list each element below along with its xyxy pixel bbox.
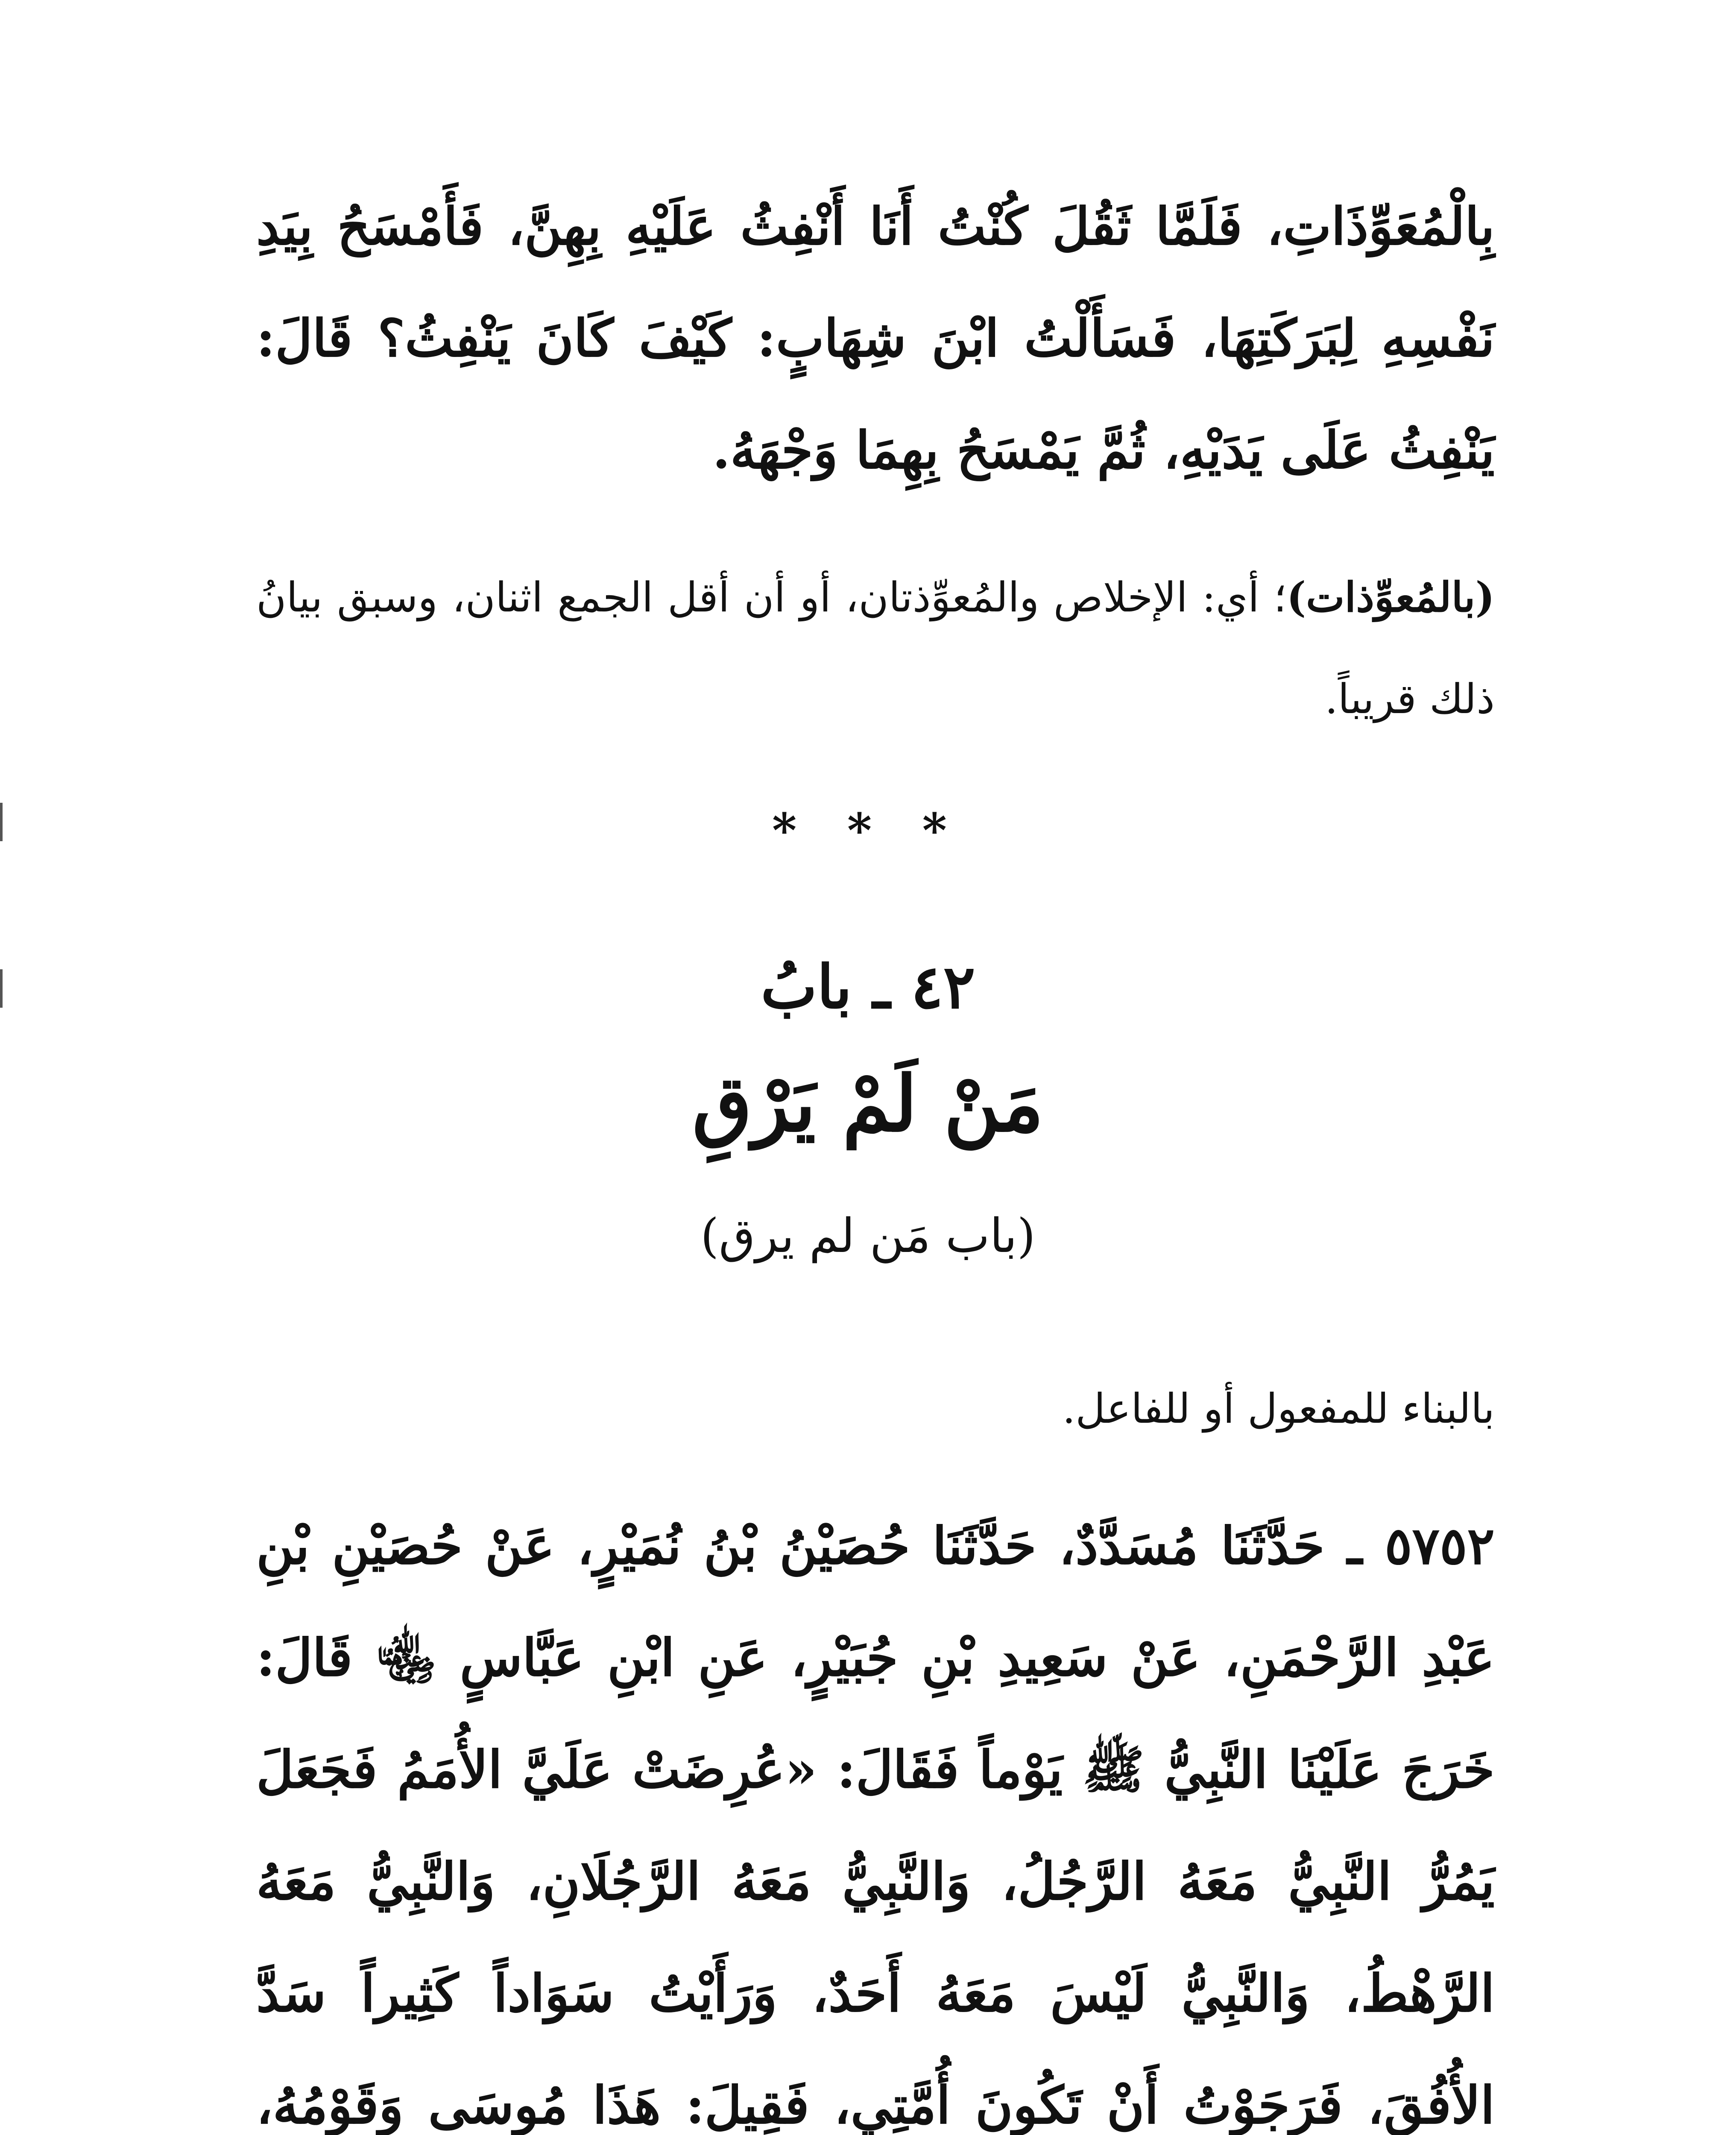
hadith-paragraph: ٥٧٥٢ ـ حَدَّثَنَا مُسَدَّدٌ، حَدَّثَنَا حُصَيْنُ بْنُ نُمَيْرٍ، عَنْ حُصَيْنِ بْنِ عَبْدِ الرَّحْمَنِ، عَنْ سَعِيدِ بْنِ جُبَيْرٍ، عَنِ ابْنِ عَبَّاسٍ ﵄ قَالَ: خَرَجَ عَلَيْنَا النَّبِيُّ ﷺ يَوْماً فَقَالَ: «عُرِضَتْ عَلَيَّ الأُمَمُ فَجَعَلَ يَمُرُّ النَّبِيُّ مَعَهُ الرَّجُلُ، وَالنَّبِيُّ مَعَهُ الرَّجُلَانِ، وَالنَّبِيُّ مَعَهُ الرَّهْطُ، وَالنَّبِيُّ لَيْسَ مَعَهُ أَحَدٌ، وَرَأَيْتُ سَوَاداً كَثِيراً سَدَّ الأُفُقَ، فَرَجَوْتُ أَنْ تَكُونَ أُمَّتِي، فَقِيلَ: هَذَا مُوسَى وَقَوْمُهُ، — [256, 1516, 1495, 2135]
section-separator: * * * — [772, 803, 964, 858]
commentary-text: ؛ أي: الإخلاص والمُعوِّذتان، أو أن أقل الجمع اثنان، وسبق بيانُ ذلك قريباً. — [256, 573, 1495, 723]
commentary-paragraph — [256, 547, 1495, 750]
commentary-term: (بالمُعوِّذات) — [1286, 573, 1495, 621]
hadith-continuation-paragraph: بِالْمُعَوِّذَاتِ، فَلَمَّا ثَقُلَ كُنْتُ أَنَا أَنْفِثُ عَلَيْهِ بِهِنَّ، فَأَمْسَحُ بِيَدِ نَفْسِهِ لِبَرَكَتِهَا، فَسَأَلْتُ ابْنَ شِهَابٍ: كَيْفَ كَانَ يَنْفِثُ؟ قَالَ: يَنْفِثُ عَلَى يَدَيْهِ، ثُمَّ يَمْسَحُ بِهِمَا وَجْهَهُ. — [256, 196, 1495, 480]
chapter-title: مَنْ لَمْ يَرْقِ — [692, 1059, 1044, 1149]
grammar-note-paragraph: بالبناء للمفعول أو للفاعل. — [1062, 1385, 1495, 1433]
chapter-number: ٤٢ ـ بابُ — [761, 952, 975, 1022]
chapter-subtitle: (باب مَن لم يرق) — [700, 1208, 1036, 1263]
